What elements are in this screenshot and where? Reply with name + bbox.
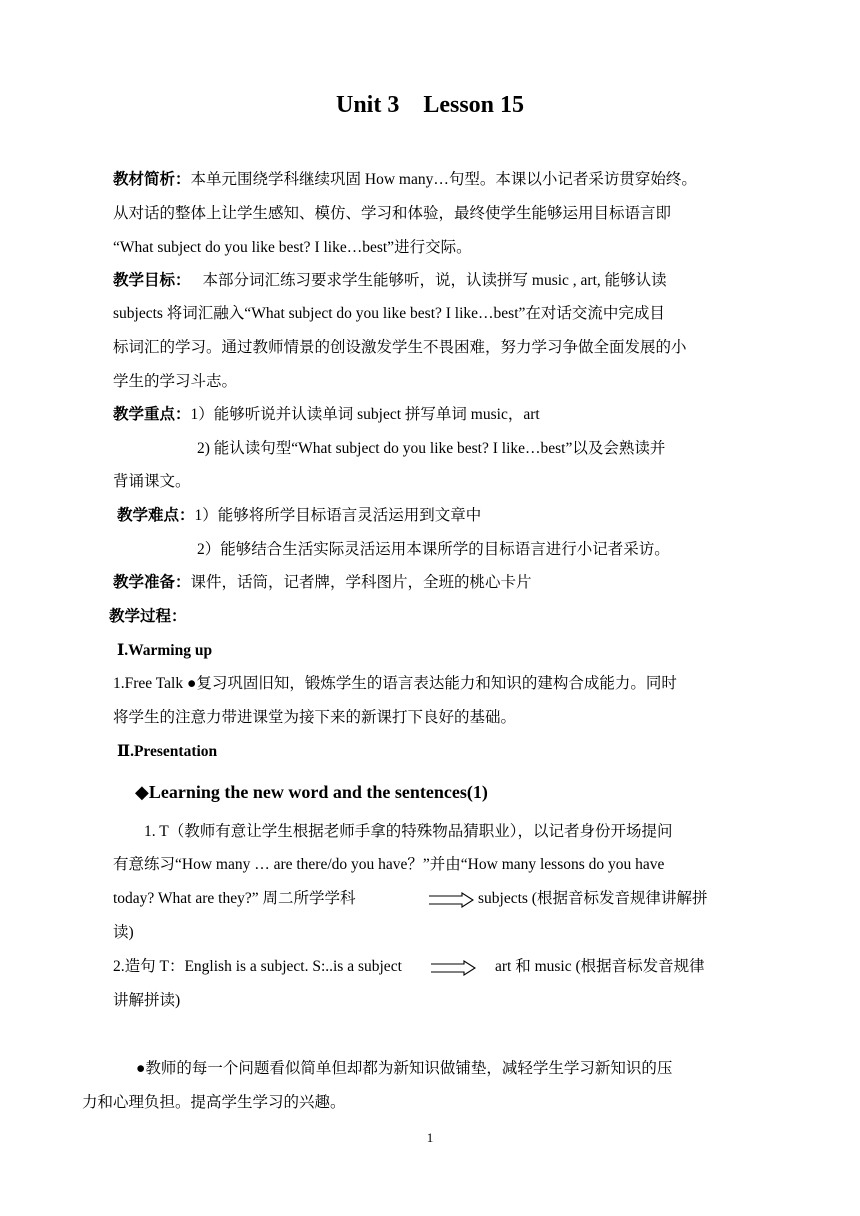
right-arrow-icon bbox=[428, 892, 474, 908]
analysis-label: 教材简析： bbox=[113, 171, 191, 188]
goals-line-2: subjects 将词汇融入“What subject do you like best? I like…best”在对话交流中完成目 bbox=[113, 305, 665, 322]
key-points-line-1: 教学重点：1）能够听说并认读单词 subject 拼写单词 music，art bbox=[113, 406, 540, 423]
analysis-line-2: 从对话的整体上让学生感知、模仿、学习和体验，最终使学生能够运用目标语言即 bbox=[113, 205, 672, 222]
presentation-p2-line-1a: 2.造句 T：English is a subject. S:..is a subject bbox=[113, 958, 402, 975]
warming-up-heading: Ⅰ.Warming up bbox=[117, 642, 213, 659]
goals-line-3: 标词汇的学习。通过教师情景的创设激发学生不畏困难，努力学习争做全面发展的小 bbox=[113, 339, 687, 356]
note-line-1: ●教师的每一个问题看似简单但却都为新知识做铺垫，减轻学生学习新知识的压 bbox=[136, 1060, 673, 1077]
right-arrow-icon bbox=[430, 960, 476, 976]
difficulties-line-2: 2）能够结合生活实际灵活运用本课所学的目标语言进行小记者采访。 bbox=[197, 541, 670, 558]
warming-up-line-2: 将学生的注意力带进课堂为接下来的新课打下良好的基础。 bbox=[113, 709, 517, 726]
goals-line-4: 学生的学习斗志。 bbox=[113, 373, 238, 390]
difficulties-line-1: 教学难点：1）能够将所学目标语言灵活运用到文章中 bbox=[117, 507, 482, 524]
warming-up-line-1: 1.Free Talk ●复习巩固旧知，锻炼学生的语言表达能力和知识的建构合成能力。同时 bbox=[113, 675, 677, 692]
document-title: Unit 3 Lesson 15 bbox=[335, 92, 525, 118]
goals-label: 教学目标： bbox=[113, 272, 191, 289]
presentation-p1-line-1: 1. T（教师有意让学生根据老师手拿的特殊物品猜职业），以记者身份开场提问 bbox=[144, 823, 673, 840]
note-line-2: 力和心理负担。提高学生学习的兴趣。 bbox=[82, 1094, 346, 1111]
presentation-p2-line-2: 讲解拼读) bbox=[113, 992, 181, 1009]
presentation-subheading: ◆Learning the new word and the sentences(1) bbox=[135, 782, 488, 802]
presentation-p2-line-1b: art 和 music (根据音标发音规律 bbox=[495, 958, 705, 975]
key-points-line-2: 2) 能认读句型“What subject do you like best? I like…best”以及会熟读并 bbox=[197, 440, 666, 457]
presentation-heading: Ⅱ.Presentation bbox=[117, 743, 218, 760]
presentation-p1-line-3a: today? What are they?” 周二所学学科 bbox=[113, 890, 356, 907]
presentation-p1-line-2: 有意练习“How many … are there/do you have？”并由“How many lessons do you have bbox=[113, 856, 665, 873]
page-number: 1 bbox=[426, 1130, 434, 1145]
key-points-label: 教学重点： bbox=[113, 406, 191, 423]
analysis-line-3: “What subject do you like best? I like…best”进行交际。 bbox=[113, 239, 472, 256]
prep-line: 教学准备：课件，话筒，记者牌，学科图片，全班的桃心卡片 bbox=[113, 574, 532, 591]
analysis-line-1: 教材简析：本单元围绕学科继续巩固 How many…句型。本课以小记者采访贯穿始终。 bbox=[113, 171, 697, 188]
presentation-p1-line-4: 读) bbox=[113, 924, 134, 941]
key-points-line-3: 背诵课文。 bbox=[113, 473, 191, 490]
goals-line-1: 教学目标： 本部分词汇练习要求学生能够听，说，认读拼写 music , art, 能够认读 bbox=[113, 272, 667, 289]
process-label: 教学过程： bbox=[109, 608, 187, 625]
prep-label: 教学准备： bbox=[113, 574, 191, 591]
difficulties-label: 教学难点： bbox=[117, 507, 195, 524]
presentation-p1-line-3b: subjects (根据音标发音规律讲解拼 bbox=[478, 890, 708, 907]
